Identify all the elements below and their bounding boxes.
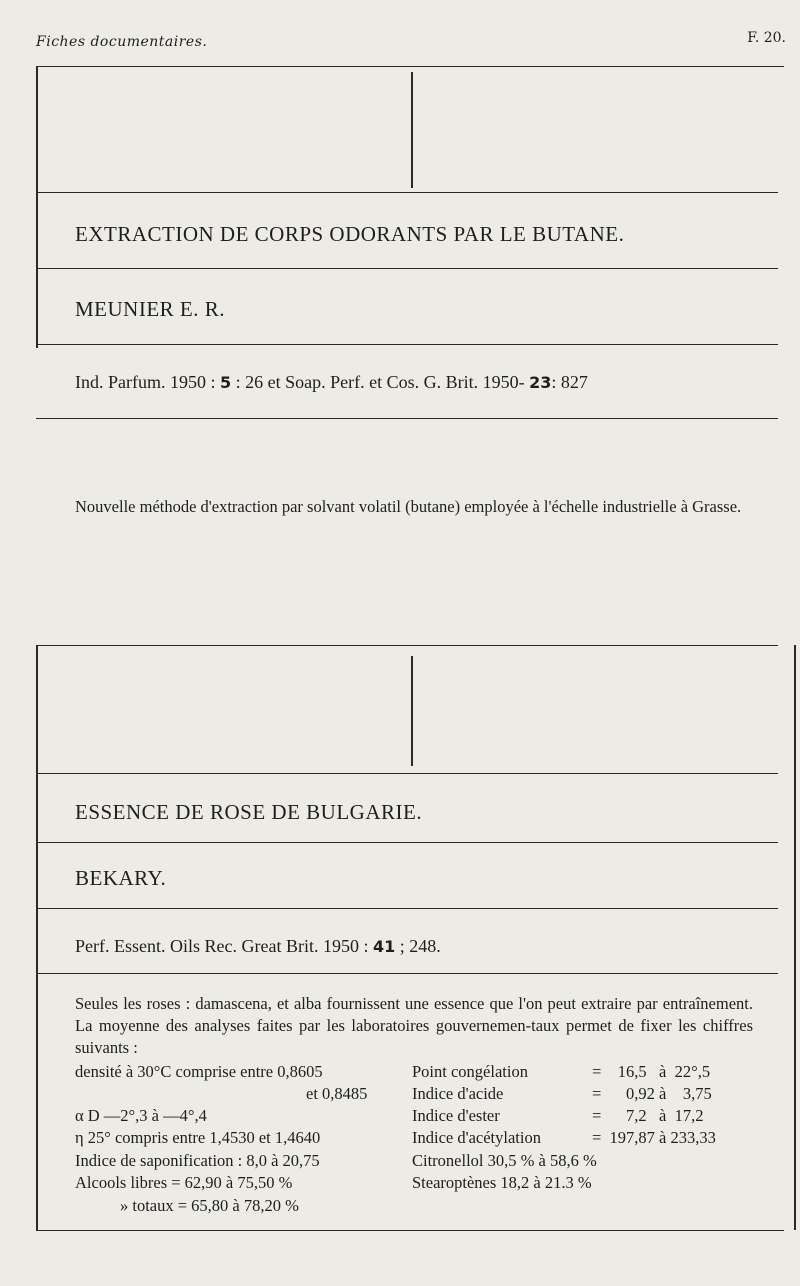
rule (36, 973, 778, 974)
ref-text: Perf. Essent. Oils Rec. Great Brit. 1950 : (75, 936, 373, 956)
header-title: Fiches documentaires. (36, 34, 208, 50)
data-row-right-value: = 197,87 à 233,33 (592, 1128, 716, 1147)
data-row-left: » totaux = 65,80 à 78,20 % (120, 1196, 299, 1215)
data-row-right-value: = 0,92 à 3,75 (592, 1084, 712, 1103)
ref-text: : 26 et Soap. Perf. et Cos. G. Brit. 1950- (231, 372, 530, 392)
data-row-left: α D —2°,3 à —4°,4 (75, 1106, 207, 1125)
data-row-right-label: Indice d'acétylation (412, 1128, 541, 1147)
card-2-title: ESSENCE DE ROSE DE BULGARIE. (75, 800, 423, 824)
data-row-left: Alcools libres = 62,90 à 75,50 % (75, 1173, 293, 1192)
data-row-right-label: Stearoptènes 18,2 à 21.3 % (412, 1173, 592, 1192)
rule (36, 418, 778, 419)
data-row-right-value: = 7,2 à 17,2 (592, 1106, 704, 1125)
rule (36, 645, 778, 646)
card-1-divider (411, 72, 413, 188)
ref-text: : 827 (551, 372, 588, 392)
card-1-title: EXTRACTION DE CORPS ODORANTS PAR LE BUTANE. (75, 222, 625, 246)
rule (36, 192, 778, 193)
data-row-right-label: Indice d'ester (412, 1106, 500, 1125)
data-row-right-label: Indice d'acide (412, 1084, 504, 1103)
card-1-reference (75, 372, 588, 393)
show-through-text (10, 52, 26, 99)
card-2-divider (411, 656, 413, 766)
card-2-bottom-rule (36, 1230, 784, 1231)
rule (36, 773, 778, 774)
data-row-left: Indice de saponification : 8,0 à 20,75 (75, 1151, 320, 1170)
card-2-author: BEKARY. (75, 866, 167, 890)
ref-volume: 41 (372, 937, 396, 956)
data-row-right-value: = 16,5 à 22°,5 (592, 1062, 711, 1081)
card-1-author: MEUNIER E. R. (75, 297, 225, 321)
data-row-left: η 25° compris entre 1,4530 et 1,4640 (75, 1128, 321, 1147)
rule (36, 842, 778, 843)
data-row-left: et 0,8485 (306, 1084, 368, 1103)
data-row-right-label: Citronellol 30,5 % à 58,6 % (412, 1151, 597, 1170)
ref-volume: 5 (219, 373, 232, 392)
rule (36, 344, 778, 345)
ref-volume: 23 (529, 373, 552, 392)
card-1-abstract: Nouvelle méthode d'extraction par solvant volatil (butane) employée à l'échelle industrielle à Grasse. (75, 497, 742, 516)
rule (36, 268, 778, 269)
card-1-top-rule (36, 66, 784, 67)
ref-text: Ind. Parfum. 1950 : (75, 372, 220, 392)
data-row-right-label: Point congélation (412, 1062, 528, 1081)
rule (36, 908, 778, 909)
card-2-intro: Seules les roses : damascena, et alba fournissent une essence que l'on peut extraire par entraînement. La moyenne des analyses faites par les laboratoires gouvernemen-taux permet de fixer les chiffres suivants : (75, 994, 753, 1057)
page-number: F. 20. (747, 30, 786, 46)
data-row-left: densité à 30°C comprise entre 0,8605 (75, 1062, 323, 1081)
card-2-reference (75, 936, 441, 957)
ref-text: ; 248. (395, 936, 441, 956)
